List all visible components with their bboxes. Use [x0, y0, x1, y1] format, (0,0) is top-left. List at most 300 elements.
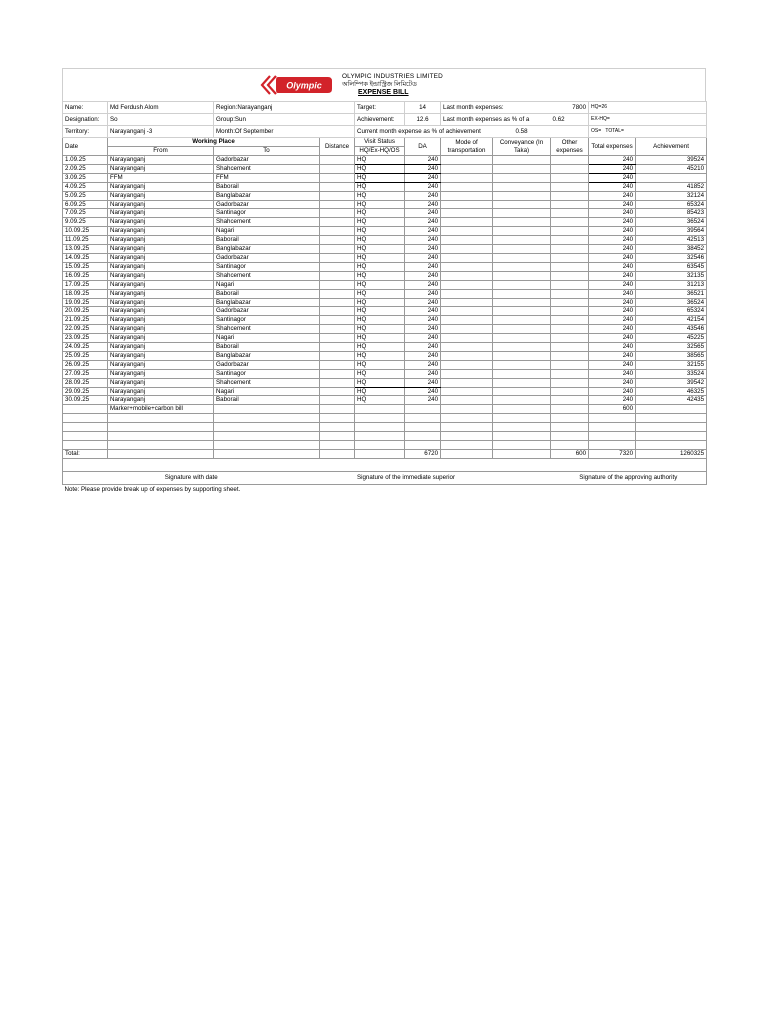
row-total: 240: [589, 325, 636, 334]
row-da: 240: [405, 253, 441, 262]
row-from: Narayanganj: [108, 253, 214, 262]
row-visit-status: HQ: [355, 289, 405, 298]
info-row-1: [63, 102, 707, 114]
row-distance: [320, 227, 355, 236]
row-distance: [320, 387, 355, 396]
table-row: [63, 369, 707, 378]
row-from: Narayanganj: [108, 164, 214, 173]
row-achievement: 65324: [636, 307, 707, 316]
row-from: Narayanganj: [108, 262, 214, 271]
row-from: Narayanganj: [108, 325, 214, 334]
row-from: FFM: [108, 173, 214, 182]
row-conveyance: [493, 253, 551, 262]
row-other: [551, 164, 589, 173]
row-other: [551, 245, 589, 254]
col-conveyance: Conveyance (In Taka): [493, 138, 551, 156]
row-distance: [320, 369, 355, 378]
group: Group:Sun: [214, 114, 355, 126]
table-row: [63, 334, 707, 343]
row-da: 240: [405, 343, 441, 352]
name-label: Name:: [63, 102, 108, 114]
table-row: [63, 200, 707, 209]
row-achievement: 38452: [636, 245, 707, 254]
row-other: [551, 271, 589, 280]
row-mode: [441, 343, 493, 352]
row-achievement: 36524: [636, 218, 707, 227]
row-from: Narayanganj: [108, 227, 214, 236]
row-distance: [320, 271, 355, 280]
row-mode: [441, 369, 493, 378]
row-achievement: 36521: [636, 289, 707, 298]
row-achievement: 85423: [636, 209, 707, 218]
row-visit-status: HQ: [355, 262, 405, 271]
row-visit-status: HQ: [355, 387, 405, 396]
row-total: 240: [589, 209, 636, 218]
row-other: [551, 343, 589, 352]
row-date: 15.09.25: [63, 262, 108, 271]
table-row: [63, 351, 707, 360]
row-total: 240: [589, 218, 636, 227]
table-row: [63, 209, 707, 218]
row-to: Banglabazar: [214, 351, 320, 360]
row-da: 240: [405, 218, 441, 227]
row-da: 240: [405, 396, 441, 405]
row-mode: [441, 405, 493, 414]
row-mode: [441, 253, 493, 262]
row-mode: [441, 360, 493, 369]
row-from: Narayanganj: [108, 245, 214, 254]
row-distance: [320, 334, 355, 343]
row-visit-status: HQ: [355, 182, 405, 191]
row-other: [551, 236, 589, 245]
row-total: 240: [589, 360, 636, 369]
row-total: 240: [589, 271, 636, 280]
row-other: [551, 200, 589, 209]
row-mode: [441, 173, 493, 182]
table-row: [63, 191, 707, 200]
row-to: FFM: [214, 173, 320, 182]
row-total: 240: [589, 191, 636, 200]
total-da: 6720: [405, 450, 441, 459]
row-total: 240: [589, 298, 636, 307]
row-to: Gadorbazar: [214, 200, 320, 209]
row-from: Narayanganj: [108, 360, 214, 369]
row-mode: [441, 378, 493, 387]
row-total: 240: [589, 396, 636, 405]
row-mode: [441, 298, 493, 307]
row-to: [214, 405, 320, 414]
row-mode: [441, 316, 493, 325]
row-da: 240: [405, 351, 441, 360]
row-distance: [320, 156, 355, 165]
table-row: [63, 307, 707, 316]
row-achievement: 65324: [636, 200, 707, 209]
row-from: Narayanganj: [108, 334, 214, 343]
total-label: Total:: [63, 450, 108, 459]
table-row: [63, 245, 707, 254]
row-visit-status: HQ: [355, 245, 405, 254]
row-total: 240: [589, 307, 636, 316]
row-da: 240: [405, 378, 441, 387]
row-conveyance: [493, 325, 551, 334]
last-month-pct-value: 0.62: [551, 114, 589, 126]
row-mode: [441, 182, 493, 191]
blank-row: [63, 414, 707, 423]
row-mode: [441, 236, 493, 245]
row-visit-status: HQ: [355, 164, 405, 173]
row-from: Narayanganj: [108, 182, 214, 191]
row-da: 240: [405, 209, 441, 218]
row-date: 3.09.25: [63, 173, 108, 182]
row-mode: [441, 351, 493, 360]
blank-row: [63, 432, 707, 441]
col-other: Other expenses: [551, 138, 589, 156]
row-da: 240: [405, 262, 441, 271]
document-header: [62, 68, 706, 101]
table-row: [63, 316, 707, 325]
company-block: [342, 73, 443, 97]
row-other: [551, 253, 589, 262]
row-conveyance: [493, 164, 551, 173]
row-visit-status: HQ: [355, 351, 405, 360]
row-visit-status: HQ: [355, 218, 405, 227]
table-row: [63, 271, 707, 280]
row-da: 240: [405, 298, 441, 307]
row-other: [551, 378, 589, 387]
row-conveyance: [493, 307, 551, 316]
row-from: Narayanganj: [108, 209, 214, 218]
row-to: Shahcement: [214, 378, 320, 387]
expense-bill-sheet: [62, 68, 706, 495]
table-row: [63, 262, 707, 271]
row-mode: [441, 289, 493, 298]
row-other: [551, 173, 589, 182]
column-header-row-1: [63, 138, 707, 147]
designation-label: Designation:: [63, 114, 108, 126]
territory-value: Narayanganj -3: [108, 126, 214, 138]
row-date: 9.09.25: [63, 218, 108, 227]
row-visit-status: HQ: [355, 343, 405, 352]
row-date: 4.09.25: [63, 182, 108, 191]
achievement-label: Achievement:: [355, 114, 405, 126]
row-distance: [320, 360, 355, 369]
row-date: 19.09.25: [63, 298, 108, 307]
row-visit-status: HQ: [355, 360, 405, 369]
table-row: [63, 280, 707, 289]
row-mode: [441, 200, 493, 209]
row-total: 240: [589, 280, 636, 289]
blank-row: [63, 423, 707, 432]
row-visit-status: HQ: [355, 271, 405, 280]
row-other: [551, 334, 589, 343]
row-achievement: 46325: [636, 387, 707, 396]
row-from: Narayanganj: [108, 396, 214, 405]
exhq-note: EX-HQ=: [589, 114, 707, 126]
row-conveyance: [493, 191, 551, 200]
row-mode: [441, 325, 493, 334]
row-from: Narayanganj: [108, 298, 214, 307]
row-da: 240: [405, 316, 441, 325]
table-row: [63, 253, 707, 262]
row-to: Santinagor: [214, 369, 320, 378]
signature-superior: Signature of the immediate superior: [320, 472, 493, 485]
row-achievement: 32124: [636, 191, 707, 200]
row-mode: [441, 387, 493, 396]
row-conveyance: [493, 173, 551, 182]
row-to: Gadorbazar: [214, 360, 320, 369]
row-visit-status: HQ: [355, 334, 405, 343]
row-da: 240: [405, 369, 441, 378]
company-name-bangla: অলিম্পিক ইন্ডাস্ট্রিজ লিমিটেড: [342, 81, 417, 88]
row-date: 17.09.25: [63, 280, 108, 289]
row-distance: [320, 182, 355, 191]
row-other: [551, 325, 589, 334]
row-mode: [441, 307, 493, 316]
row-to: Banglabazar: [214, 191, 320, 200]
row-date: 7.09.25: [63, 209, 108, 218]
row-conveyance: [493, 351, 551, 360]
row-conveyance: [493, 405, 551, 414]
row-to: Gadorbazar: [214, 156, 320, 165]
expense-rows: [63, 156, 707, 414]
row-mode: [441, 245, 493, 254]
row-other: [551, 218, 589, 227]
row-from: Narayanganj: [108, 387, 214, 396]
row-achievement: 42435: [636, 396, 707, 405]
row-total: 600: [589, 405, 636, 414]
col-da: DA: [405, 138, 441, 156]
note-row: [63, 485, 707, 496]
row-mode: [441, 164, 493, 173]
total-achievement: 1260325: [636, 450, 707, 459]
row-mode: [441, 156, 493, 165]
row-date: 14.09.25: [63, 253, 108, 262]
row-da: 240: [405, 307, 441, 316]
row-conveyance: [493, 245, 551, 254]
row-distance: [320, 200, 355, 209]
row-distance: [320, 316, 355, 325]
row-to: Gadorbazar: [214, 253, 320, 262]
row-distance: [320, 307, 355, 316]
row-date: 22.09.25: [63, 325, 108, 334]
row-to: Baborail: [214, 396, 320, 405]
total-row: [63, 450, 707, 459]
table-row: [63, 325, 707, 334]
row-distance: [320, 405, 355, 414]
row-total: 240: [589, 245, 636, 254]
row-other: [551, 182, 589, 191]
row-achievement: 36524: [636, 298, 707, 307]
row-other: [551, 262, 589, 271]
row-visit-status: HQ: [355, 156, 405, 165]
row-visit-status: HQ: [355, 200, 405, 209]
table-row: [63, 387, 707, 396]
table-row: [63, 343, 707, 352]
row-date: 10.09.25: [63, 227, 108, 236]
row-da: [405, 405, 441, 414]
row-other: [551, 387, 589, 396]
row-total: 240: [589, 369, 636, 378]
row-visit-status: HQ: [355, 209, 405, 218]
row-da: 240: [405, 191, 441, 200]
table-row: [63, 156, 707, 165]
row-conveyance: [493, 334, 551, 343]
row-mode: [441, 262, 493, 271]
row-conveyance: [493, 227, 551, 236]
olympic-logo: [260, 74, 334, 96]
row-date: 25.09.25: [63, 351, 108, 360]
row-visit-status: HQ: [355, 316, 405, 325]
row-mode: [441, 218, 493, 227]
row-distance: [320, 262, 355, 271]
row-conveyance: [493, 156, 551, 165]
current-pct-value: 0.58: [493, 126, 551, 138]
row-total: 240: [589, 289, 636, 298]
row-visit-status: [355, 405, 405, 414]
row-achievement: 39542: [636, 378, 707, 387]
row-conveyance: [493, 200, 551, 209]
row-visit-status: HQ: [355, 298, 405, 307]
row-to: Baborail: [214, 289, 320, 298]
row-da: 240: [405, 173, 441, 182]
region: Region:Narayanganj: [214, 102, 355, 114]
col-visit-sub: HQ/Ex-HQ/OS: [355, 147, 405, 156]
row-conveyance: [493, 298, 551, 307]
row-date: 28.09.25: [63, 378, 108, 387]
row-conveyance: [493, 236, 551, 245]
row-conveyance: [493, 316, 551, 325]
info-row-3: [63, 126, 707, 138]
table-row: [63, 236, 707, 245]
table-row: [63, 164, 707, 173]
row-to: Gadorbazar: [214, 307, 320, 316]
os-note: OS=: [591, 128, 602, 134]
row-total: 240: [589, 253, 636, 262]
col-total: Total expenses: [589, 138, 636, 156]
col-distance: Distance: [320, 138, 355, 156]
row-to: Baborail: [214, 236, 320, 245]
company-name: OLYMPIC INDUSTRIES LIMITED: [342, 73, 443, 80]
row-distance: [320, 325, 355, 334]
signature-authority: Signature of the approving authority: [551, 472, 707, 485]
row-achievement: 45210: [636, 164, 707, 173]
total-other: 600: [551, 450, 589, 459]
row-date: 23.09.25: [63, 334, 108, 343]
row-mode: [441, 191, 493, 200]
row-achievement: [636, 405, 707, 414]
row-date: 16.09.25: [63, 271, 108, 280]
row-conveyance: [493, 262, 551, 271]
row-mode: [441, 227, 493, 236]
row-total: 240: [589, 200, 636, 209]
table-row: [63, 405, 707, 414]
row-date: 5.09.25: [63, 191, 108, 200]
hq-note: HQ=26: [589, 102, 707, 114]
col-achievement: Achievement: [636, 138, 707, 156]
last-month-label: Last month expenses:: [441, 102, 551, 114]
table-row: [63, 396, 707, 405]
row-total: 240: [589, 378, 636, 387]
row-visit-status: HQ: [355, 307, 405, 316]
row-from: Narayanganj: [108, 280, 214, 289]
row-from: Narayanganj: [108, 191, 214, 200]
row-to: Shahcement: [214, 271, 320, 280]
col-mode: Mode of transportation: [441, 138, 493, 156]
row-conveyance: [493, 271, 551, 280]
row-other: [551, 307, 589, 316]
row-achievement: 39564: [636, 227, 707, 236]
row-conveyance: [493, 182, 551, 191]
row-from: Narayanganj: [108, 343, 214, 352]
row-da: 240: [405, 245, 441, 254]
row-visit-status: HQ: [355, 191, 405, 200]
row-to: Nagari: [214, 334, 320, 343]
row-achievement: 31213: [636, 280, 707, 289]
row-da: 240: [405, 360, 441, 369]
row-total: 240: [589, 334, 636, 343]
row-from: Narayanganj: [108, 218, 214, 227]
row-conveyance: [493, 218, 551, 227]
row-date: 18.09.25: [63, 289, 108, 298]
row-to: Baborail: [214, 182, 320, 191]
row-visit-status: HQ: [355, 325, 405, 334]
row-total: 240: [589, 351, 636, 360]
supporting-sheet-note: Note: Please provide break up of expenses by supporting sheet.: [64, 486, 241, 494]
table-row: [63, 298, 707, 307]
row-other: [551, 360, 589, 369]
month: Month:Of September: [214, 126, 355, 138]
row-da: 240: [405, 289, 441, 298]
row-other: [551, 298, 589, 307]
col-date: Date: [63, 138, 108, 156]
row-distance: [320, 209, 355, 218]
row-da: 240: [405, 387, 441, 396]
row-date: 6.09.25: [63, 200, 108, 209]
row-other: [551, 289, 589, 298]
row-other: [551, 191, 589, 200]
table-row: [63, 360, 707, 369]
row-conveyance: [493, 387, 551, 396]
col-visit-status: Visit Status: [355, 138, 405, 147]
row-date: 13.09.25: [63, 245, 108, 254]
table-row: [63, 289, 707, 298]
row-total: 240: [589, 182, 636, 191]
table-row: [63, 173, 707, 182]
row-total: 240: [589, 164, 636, 173]
col-from: From: [108, 147, 214, 156]
row-conveyance: [493, 360, 551, 369]
row-total: 240: [589, 236, 636, 245]
row-to: Nagari: [214, 227, 320, 236]
row-distance: [320, 343, 355, 352]
row-from: Narayanganj: [108, 316, 214, 325]
row-visit-status: HQ: [355, 378, 405, 387]
row-distance: [320, 396, 355, 405]
row-achievement: 32135: [636, 271, 707, 280]
row-visit-status: HQ: [355, 280, 405, 289]
row-conveyance: [493, 209, 551, 218]
table-row: [63, 182, 707, 191]
row-achievement: 42513: [636, 236, 707, 245]
table-row: [63, 218, 707, 227]
row-to: Santinagor: [214, 209, 320, 218]
row-from: Marker+mobile+carbon bill: [108, 405, 214, 414]
row-from: Narayanganj: [108, 351, 214, 360]
document-title: EXPENSE BILL: [358, 89, 409, 96]
total-expenses: 7320: [589, 450, 636, 459]
row-da: 240: [405, 200, 441, 209]
row-other: [551, 316, 589, 325]
